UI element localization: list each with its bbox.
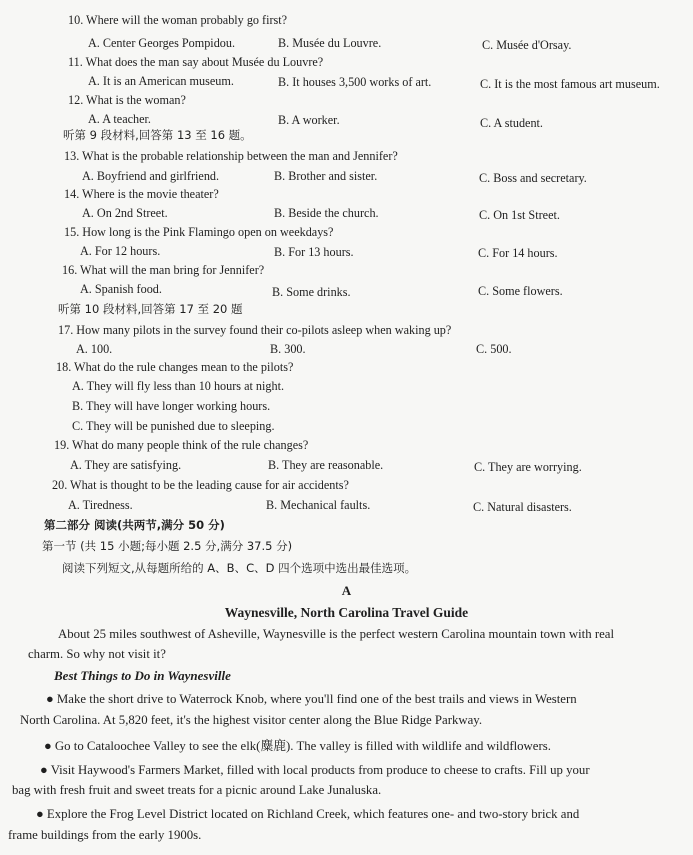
q20-option-a: A. Tiredness. [68,498,133,512]
q17-option-c: C. 500. [476,342,512,356]
intro-line-1: About 25 miles southwest of Asheville, Waynesville is the perfect western Carolina mountain town with real [58,627,614,641]
q20-option-b: B. Mechanical faults. [266,498,371,512]
q12-option-c: C. A student. [480,116,543,130]
passage-letter: A [341,583,352,598]
bullet-3-line-1: ● Visit Haywood's Farmers Market, filled with local products from produce to cheese to crafts. Fill up your [40,763,590,777]
bullet-2-line-1: ● Go to Cataloochee Valley to see the elk(麋鹿). The valley is filled with wildlife and wildflowers. [44,739,551,753]
subheading: Best Things to Do in Waynesville [54,668,231,683]
q14-option-a: A. On 2nd Street. [82,206,168,220]
question-10: 10. Where will the woman probably go first? [68,13,288,27]
q15-option-c: C. For 14 hours. [478,246,558,260]
q11-option-b: B. It houses 3,500 works of art. [278,75,432,89]
reading-instruction: 阅读下列短文,从每题所给的 A、B、C、D 四个选项中选出最佳选项。 [62,561,417,575]
bullet-4-line-1: ● Explore the Frog Level District located on Richland Creek, which features one- and two-story brick and [36,807,580,821]
bullet-1-line-2: North Carolina. At 5,820 feet, it's the highest visitor center along the Blue Ridge Parkway. [20,713,483,727]
q16-option-a: A. Spanish food. [80,282,162,296]
bullet-3-line-2: bag with fresh fruit and sweet treats for a picnic around Lake Junaluska. [12,783,382,797]
q10-option-c: C. Musée d'Orsay. [482,38,572,52]
q14-option-b: B. Beside the church. [274,206,379,220]
listening-instruction-9: 听第 9 段材料,回答第 13 至 16 题。 [63,128,252,142]
q10-option-a: A. Center Georges Pompidou. [88,36,236,50]
question-16: 16. What will the man bring for Jennifer? [62,263,265,277]
bullet-4-line-2: frame buildings from the early 1900s. [8,828,202,842]
question-17: 17. How many pilots in the survey found their co-pilots asleep when waking up? [58,323,452,337]
q19-option-b: B. They are reasonable. [268,458,384,472]
q13-option-b: B. Brother and sister. [274,169,378,183]
q12-option-a: A. A teacher. [88,112,151,126]
question-12: 12. What is the woman? [68,93,186,107]
question-15: 15. How long is the Pink Flamingo open on weekdays? [64,225,334,239]
q16-option-b: B. Some drinks. [272,285,351,299]
q13-option-c: C. Boss and secretary. [479,171,587,185]
section-1-heading: 第一节 (共 15 小题;每小题 2.5 分,满分 37.5 分) [42,539,293,553]
part-2-heading: 第二部分 阅读(共两节,满分 50 分) [44,518,225,532]
question-13: 13. What is the probable relationship between the man and Jennifer? [64,149,398,163]
q18-option-c: C. They will be punished due to sleeping. [72,419,275,433]
q19-option-a: A. They are satisfying. [70,458,182,472]
question-14: 14. Where is the movie theater? [64,187,219,201]
question-18: 18. What do the rule changes mean to the pilots? [56,360,294,374]
q13-option-a: A. Boyfriend and girlfriend. [82,169,220,183]
question-11: 11. What does the man say about Musée du Louvre? [68,55,324,69]
q15-option-b: B. For 13 hours. [274,245,354,259]
q16-option-c: C. Some flowers. [478,284,563,298]
q10-option-b: B. Musée du Louvre. [278,36,382,50]
q15-option-a: A. For 12 hours. [80,244,161,258]
article-title: Waynesville, North Carolina Travel Guide [224,605,469,620]
question-20: 20. What is thought to be the leading cause for air accidents? [52,478,349,492]
q11-option-a: A. It is an American museum. [88,74,234,88]
q17-option-b: B. 300. [270,342,306,356]
q18-option-a: A. They will fly less than 10 hours at night. [72,379,285,393]
q17-option-a: A. 100. [76,342,113,356]
intro-line-2: charm. So why not visit it? [28,647,166,661]
q11-option-c: C. It is the most famous art museum. [480,77,660,91]
question-19: 19. What do many people think of the rule changes? [54,438,309,452]
listening-instruction-10: 听第 10 段材料,回答第 17 至 20 题 [58,302,243,316]
q20-option-c: C. Natural disasters. [473,500,572,514]
q14-option-c: C. On 1st Street. [479,208,560,222]
q12-option-b: B. A worker. [278,113,340,127]
bullet-1-line-1: ● Make the short drive to Waterrock Knob, where you'll find one of the best trails and views in Western [46,692,577,706]
q19-option-c: C. They are worrying. [474,460,582,474]
q18-option-b: B. They will have longer working hours. [72,399,271,413]
